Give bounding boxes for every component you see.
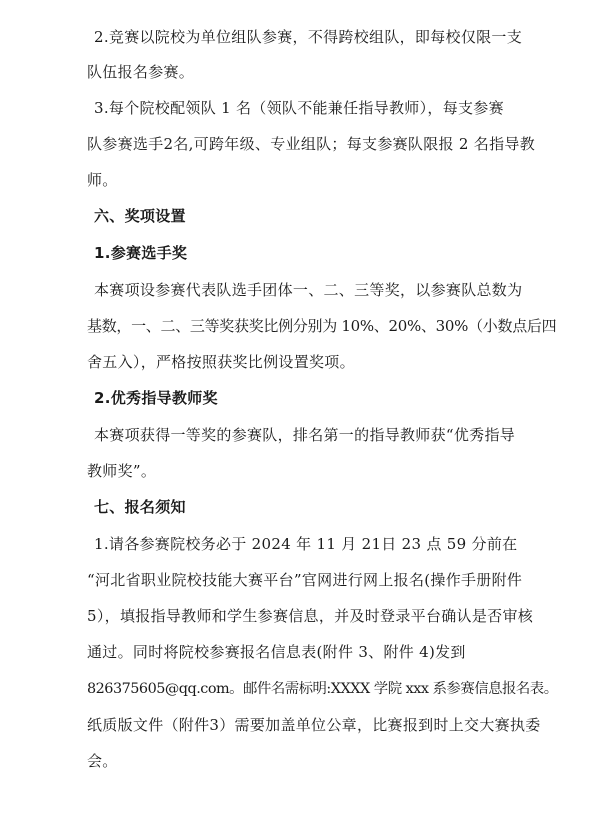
subsection-heading: 1.参赛选手奖 (94, 244, 188, 262)
section-heading: 七、报名须知 (94, 498, 186, 516)
paragraph-line: 5），填报指导教师和学生参赛信息，并及时登录平台确认是否审核 (87, 607, 534, 625)
paragraph-line: 1.请各参赛院校务必于 2024 年 11 月 21日 23 点 59 分前在 (94, 535, 518, 553)
paragraph-line: 师。 (87, 171, 118, 189)
paragraph-line: 队参赛选手2名,可跨年级、专业组队；每支参赛队限报 2 名指导教 (87, 135, 535, 153)
paragraph-line: 本赛项设参赛代表队选手团体一、二、三等奖，以参赛队总数为 (94, 281, 523, 299)
paragraph-line: 2.竞赛以院校为单位组队参赛，不得跨校组队，即每校仅限一支 (94, 28, 523, 46)
paragraph-line: 通过。同时将院校参赛报名信息表(附件 3、附件 4)发到 (87, 643, 466, 661)
paragraph-line: “河北省职业院校技能大赛平台”官网进行网上报名(操作手册附件 (87, 571, 523, 589)
paragraph-line: 基数，一、二、三等奖获奖比例分别为 10%、20%、30%（小数点后四 (87, 317, 557, 335)
paragraph-line: 本赛项获得一等奖的参赛队，排名第一的指导教师获“优秀指导 (94, 426, 516, 444)
paragraph-line: 纸质版文件（附件3）需要加盖单位公章，比赛报到时上交大赛执委 (87, 716, 541, 734)
paragraph-line: 3.每个院校配领队 1 名（领队不能兼任指导教师），每支参赛 (94, 99, 504, 117)
section-heading: 六、奖项设置 (94, 207, 186, 225)
paragraph-line: 队伍报名参赛。 (87, 63, 195, 81)
subsection-heading: 2.优秀指导教师奖 (94, 389, 218, 407)
paragraph-line: 826375605@qq.com。邮件名需标明:XXXX 学院 xxx 系参赛信息报名表。 (87, 681, 558, 697)
paragraph-line: 教师奖”。 (87, 462, 157, 480)
paragraph-line: 舍五入），严格按照获奖比例设置奖项。 (87, 353, 355, 371)
paragraph-line: 会。 (87, 752, 118, 770)
